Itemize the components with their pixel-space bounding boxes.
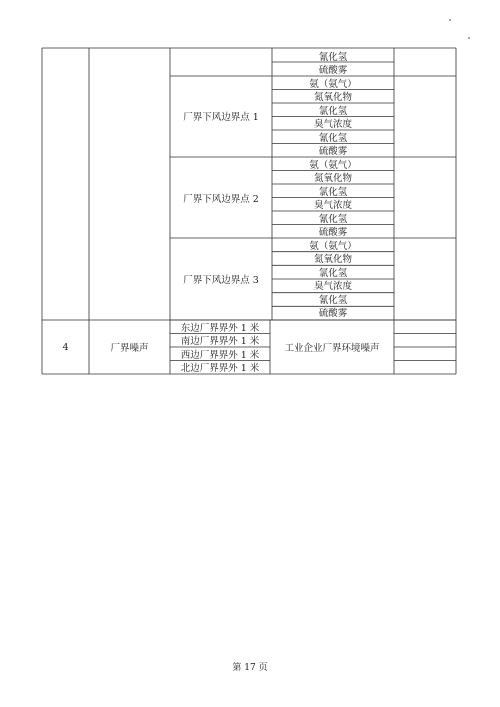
sample-item: 氯化氢 — [318, 105, 348, 117]
sample-item: 氮氧化物 — [313, 92, 352, 104]
sample-item: 氨（氨气） — [309, 78, 357, 90]
noise-standard: 工业企业厂界环境噪声 — [284, 343, 380, 354]
row-index: 4 — [62, 341, 69, 353]
scan-speck — [468, 37, 470, 39]
noise-point: 东边厂界界外 1 米 — [180, 322, 260, 334]
sample-item: 氨（氨气） — [309, 240, 357, 252]
sample-item: 硫酸雾 — [318, 308, 348, 320]
sample-item: 氯化氢 — [318, 186, 348, 198]
sample-item: 氰化氢 — [318, 213, 348, 225]
sample-item: 臭气浓度 — [313, 119, 352, 131]
noise-point: 南边厂界界外 1 米 — [180, 336, 260, 348]
sample-item: 氰化氢 — [318, 294, 348, 306]
sample-item: 臭气浓度 — [313, 200, 352, 212]
sample-item: 氰化氢 — [318, 51, 348, 63]
noise-point: 北边厂界界外 1 米 — [180, 363, 260, 375]
page-number: 第 17 页 — [232, 663, 268, 673]
sample-item: 硫酸雾 — [318, 64, 348, 76]
sample-item: 氰化氢 — [318, 132, 348, 144]
sample-item: 氯化氢 — [318, 267, 348, 279]
sample-item: 氮氧化物 — [313, 254, 352, 266]
sample-item: 硫酸雾 — [318, 146, 348, 158]
scan-speck — [449, 19, 451, 21]
sample-item: 硫酸雾 — [318, 227, 348, 239]
category-label: 厂界噪声 — [110, 343, 149, 354]
noise-point: 西边厂界界外 1 米 — [180, 349, 260, 361]
monitoring-point: 厂界下风边界点 1 — [183, 112, 259, 123]
monitoring-point: 厂界下风边界点 3 — [183, 275, 259, 286]
monitoring-point: 厂界下风边界点 2 — [183, 193, 259, 205]
sample-item: 臭气浓度 — [313, 281, 352, 293]
sample-item: 氨（氨气） — [309, 159, 357, 171]
sample-item: 氮氧化物 — [313, 173, 352, 185]
